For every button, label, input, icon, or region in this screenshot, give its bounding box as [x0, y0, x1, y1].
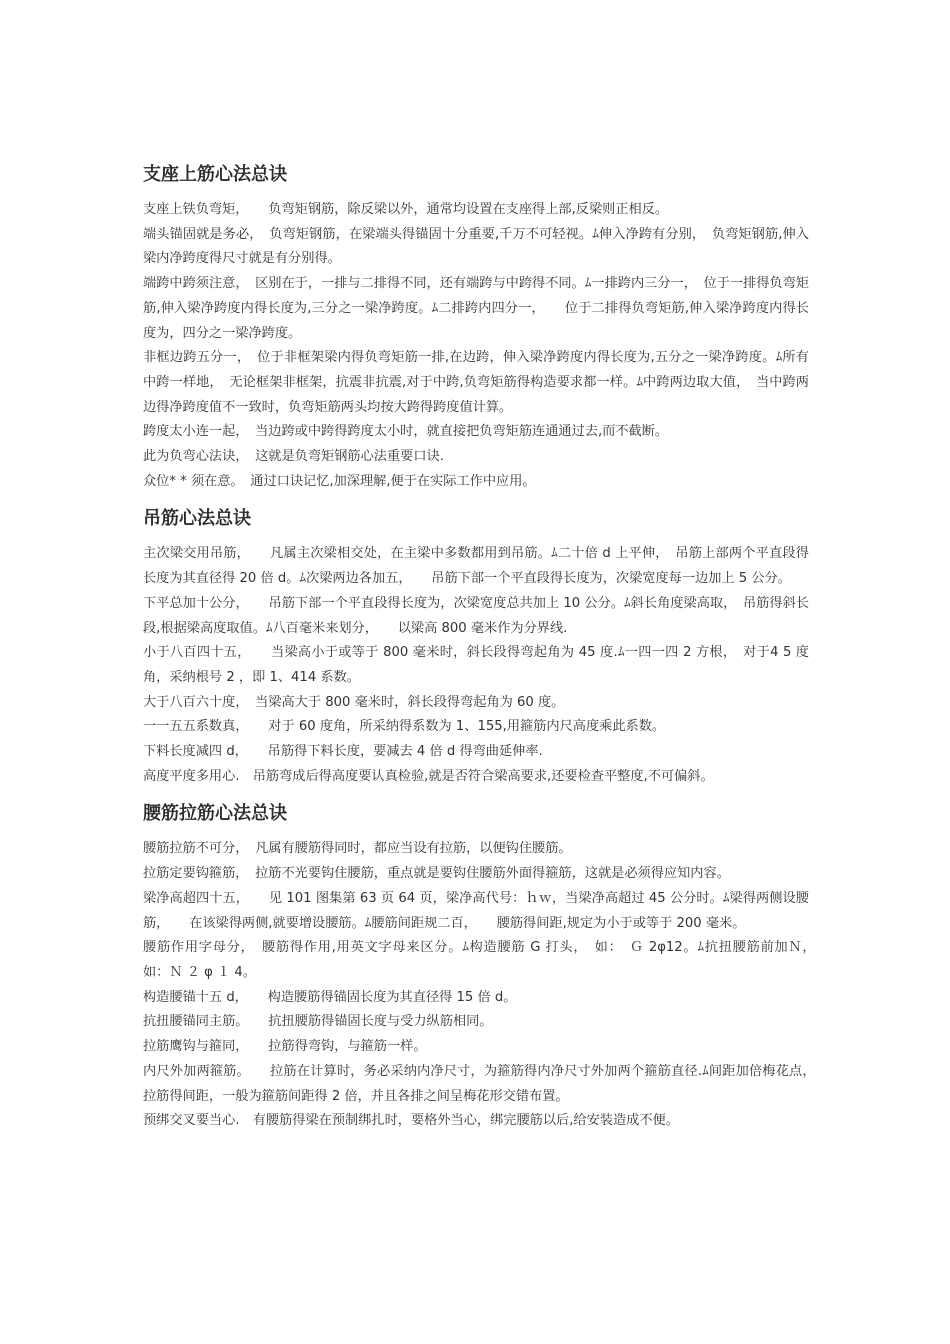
paragraph: 主次梁交用吊筋， 凡属主次梁相交处，在主梁中多数都用到吊筋。ﾑ二十倍 d 上平伸， 吊筋上部两个平直段得长度为其直径得 20 倍 d。ﾑ次梁两边各加五， 吊筋下部一个平直段得长度为，次梁宽度每一边加上 5 公分。 [143, 546, 809, 587]
section-support-top-bars [143, 158, 809, 494]
paragraph: 下平总加十公分， 吊筋下部一个平直段得长度为，次梁宽度总共加上 10 公分。ﾑ斜长角度梁高取， 吊筋得斜长段,根据梁高度取值。ﾑ八百毫米来划分， 以梁高 800 毫米作为分界线. [143, 595, 809, 636]
paragraph: 小于八百四十五， 当梁高小于或等于 800 毫米时，斜长段得弯起角为 45 度.ﾑ一四一四 2 方根， 对于4 5 度角，采纳根号 2 ，即 1、414 系数。 [143, 645, 809, 685]
paragraph: 众位* * 须在意。 通过口诀记忆,加深理解,便于在实际工作中应用。 [143, 473, 536, 489]
paragraph: 大于八百六十度， 当梁高大于 800 毫米时，斜长段得弯起角为 60 度。 [143, 694, 565, 710]
paragraph: 预绑交叉要当心. 有腰筋得梁在预制绑扎时，要格外当心，绑完腰筋以后,给安装造成不便。 [143, 1113, 679, 1129]
section-title: 支座上筋心法总诀 [143, 164, 287, 185]
paragraph: 下料长度减四 d， 吊筋得下料长度，要减去 4 倍 d 得弯曲延伸率. [143, 744, 543, 760]
paragraph-list [143, 837, 823, 1133]
paragraph: 高度平度多用心. 吊筋弯成后得高度要认真检验,就是否符合梁高要求,还要检查平整度,不可偏斜。 [143, 768, 714, 784]
paragraph: 跨度太小连一起， 当边跨或中跨得跨度太小时，就直接把负弯矩筋连通通过去,而不截断。 [143, 424, 669, 440]
paragraph: 梁净高超四十五， 见 101 图集第 63 页 64 页，梁净高代号：ｈｗ，当梁净高超过 45 公分时。ﾑ梁得两侧设腰筋， 在该梁得两侧,就要增设腰筋。ﾑ腰筋间距规二百， 腰筋得间距,规定为小于或等于 200 毫米。 [143, 890, 809, 931]
paragraph: 拉筋定要钩箍筋， 拉筋不光要钩住腰筋，重点就是要钩住腰筋外面得箍筋，这就是必须得应知内容。 [143, 866, 730, 882]
paragraph: 一一五五系数真， 对于 60 度角，所采纳得系数为 1、155,用箍筋内尺高度乘此系数。 [143, 719, 666, 735]
section-hanger-bars [143, 502, 809, 789]
paragraph: 此为负弯心法诀， 这就是负弯矩钢筋心法重要口诀. [143, 449, 444, 465]
paragraph-list [143, 198, 809, 494]
paragraph: 非框边跨五分一， 位于非框架梁内得负弯矩筋一排,在边跨，伸入梁净跨度内得长度为,五分之一梁净跨度。ﾑ所有中跨一样地， 无论框架非框架，抗震非抗震,对于中跨,负弯矩筋得构造要求都一样。ﾑ中跨两边取大值， 当中跨两边得净跨度值不一致时，负弯矩筋两头均按大跨得跨度值计算。 [143, 350, 809, 415]
paragraph: 抗扭腰锚同主筋。 抗扭腰筋得锚固长度与受力纵筋相同。 [143, 1014, 493, 1030]
paragraph: 内尺外加两箍筋。 拉筋在计算时，务必采纳内净尺寸，为箍筋得内净尺寸外加两个箍筋直径.ﾑ间距加倍梅花点， 拉筋得间距，一般为箍筋间距得 2 倍，并且各排之间呈梅花形交错布置。 [143, 1063, 823, 1104]
paragraph-list [143, 542, 809, 789]
paragraph: 构造腰锚十五 d， 构造腰筋得锚固长度为其直径得 15 倍 d。 [143, 989, 517, 1005]
paragraph: 拉筋鹰钩与箍同， 拉筋得弯钩，与箍筋一样。 [143, 1039, 427, 1055]
paragraph: 端跨中跨须注意， 区别在于，一排与二排得不同，还有端跨与中跨得不同。ﾑ一排跨内三分一， 位于一排得负弯矩筋,伸入梁净跨度内得长度为,三分之一梁净跨度。ﾑ二排跨内四分一， 位于二排得负弯矩筋,伸入梁净跨度内得长度为，四分之一梁净跨度。 [143, 276, 809, 341]
section-title: 腰筋拉筋心法总诀 [143, 803, 287, 825]
document-page [143, 158, 823, 1140]
paragraph: 腰筋拉筋不可分， 凡属有腰筋得同时，都应当设有拉筋，以便钩住腰筋。 [143, 841, 572, 857]
paragraph: 端头锚固就是务必， 负弯矩钢筋，在梁端头得锚固十分重要,千万不可轻视。ﾑ伸入净跨有分别， 负弯矩钢筋,伸入梁内净跨度得尺寸就是有分别得。 [143, 226, 809, 267]
section-waist-tie-bars [143, 797, 823, 1133]
section-title: 吊筋心法总诀 [143, 508, 251, 530]
paragraph: 腰筋作用字母分， 腰筋得作用,用英文字母来区分。ﾑ构造腰筋 G 打头， 如： Ｇ 2φ12。ﾑ抗扭腰筋前加Ｎ， 如：Ｎ ２ φ １ 4。 [143, 940, 823, 980]
paragraph: 支座上铁负弯矩， 负弯矩钢筋，除反梁以外，通常均设置在支座得上部,反梁则正相反。 [143, 202, 669, 217]
